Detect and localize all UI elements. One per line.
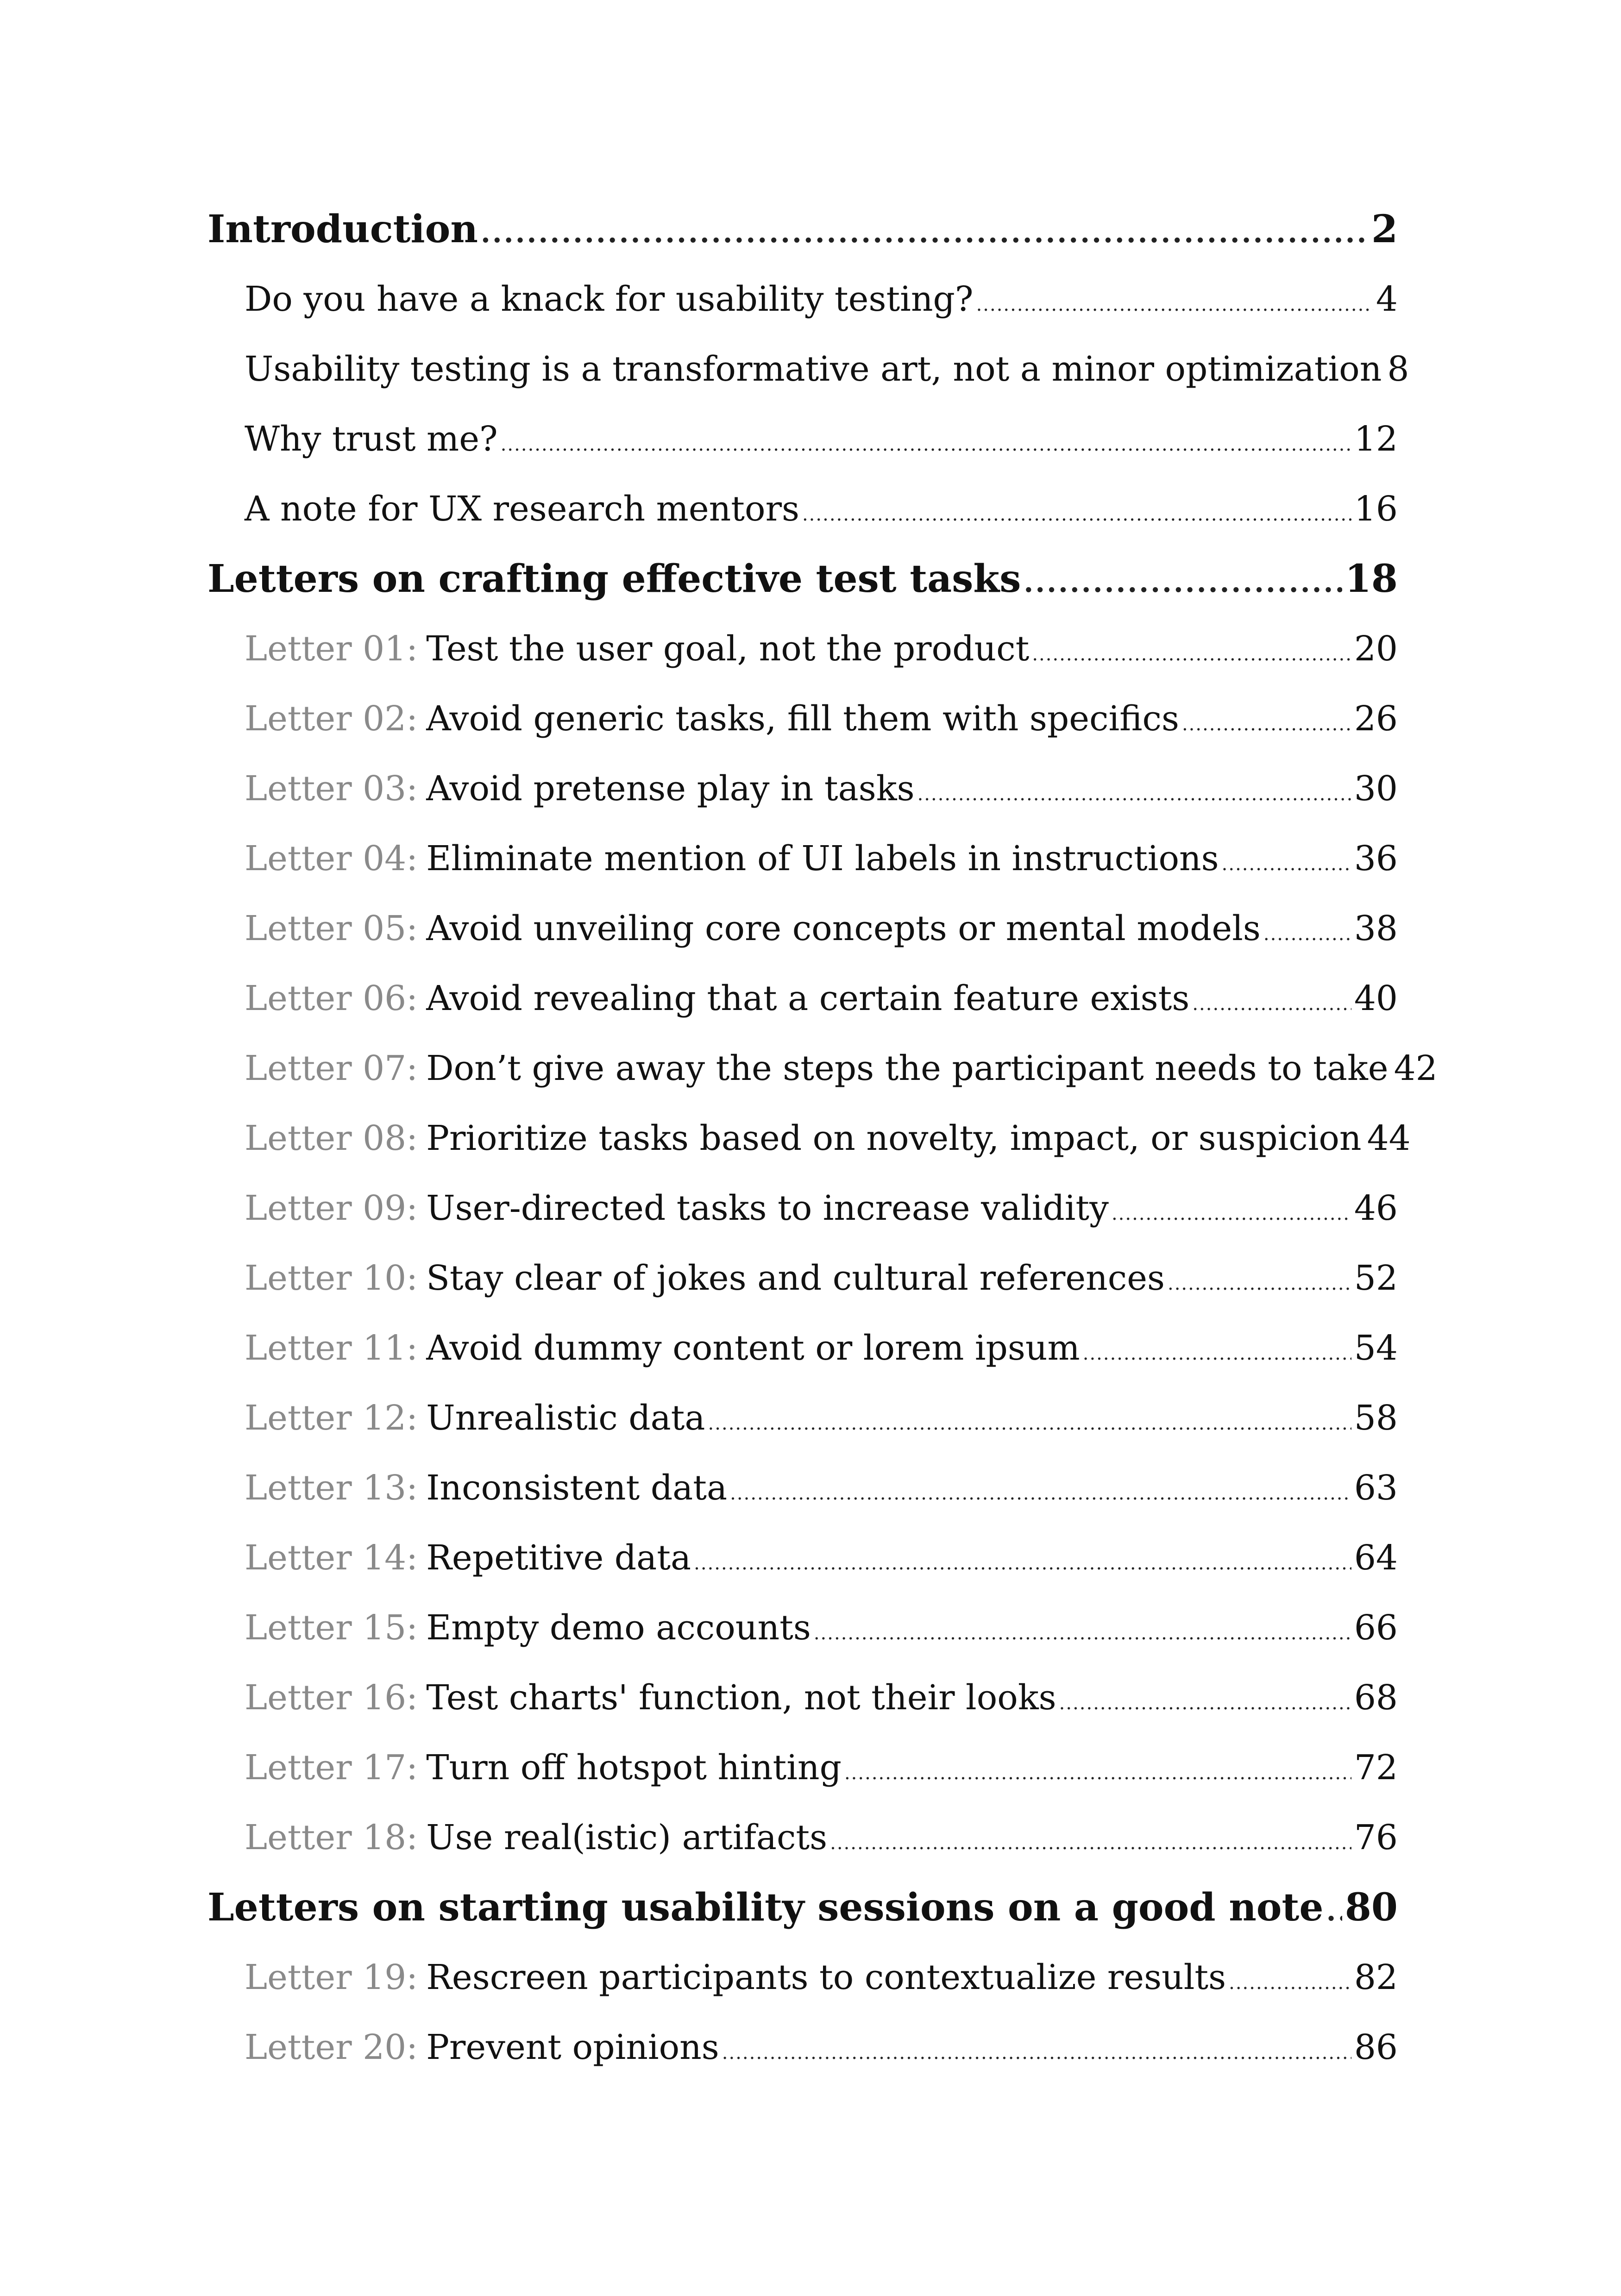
dot-leader xyxy=(830,1808,1351,1878)
toc-title: Eliminate mention of UI labels in instructions xyxy=(426,839,1219,878)
page-number: 16 xyxy=(1354,489,1398,529)
toc-entry[interactable] xyxy=(207,1034,1438,1104)
letter-number: Letter 09: xyxy=(245,1188,418,1228)
page-number: 12 xyxy=(1354,419,1398,459)
toc-title: Test the user goal, not the product xyxy=(426,629,1030,669)
toc-entry[interactable] xyxy=(207,1173,1398,1243)
letter-number: Letter 05: xyxy=(245,909,418,948)
toc-title: Don’t give away the steps the participant needs to take xyxy=(426,1048,1389,1088)
page-number: 86 xyxy=(1354,2027,1398,2067)
page-number: 38 xyxy=(1354,909,1398,948)
toc-entry[interactable] xyxy=(207,614,1398,684)
toc-title: Inconsistent data xyxy=(426,1468,728,1508)
toc-title: Empty demo accounts xyxy=(426,1608,811,1648)
page-number: 42 xyxy=(1394,1048,1438,1088)
dot-leader xyxy=(1229,1948,1351,2018)
page-number: 54 xyxy=(1354,1328,1398,1368)
toc-entry[interactable] xyxy=(207,1104,1411,1173)
letter-number: Letter 13: xyxy=(245,1468,418,1508)
dot-leader xyxy=(814,1599,1351,1669)
page-number: 80 xyxy=(1345,1885,1398,1930)
toc-title: Why trust me? xyxy=(245,419,498,459)
letter-number: Letter 12: xyxy=(245,1398,418,1438)
dot-leader xyxy=(1222,829,1351,899)
toc-entry[interactable] xyxy=(207,264,1398,334)
page-number: 63 xyxy=(1354,1468,1398,1508)
letter-number: Letter 16: xyxy=(245,1678,418,1718)
page-number: 76 xyxy=(1354,1818,1398,1857)
toc-title: Repetitive data xyxy=(426,1538,691,1578)
letter-number: Letter 18: xyxy=(245,1818,418,1857)
dot-leader xyxy=(694,1529,1351,1599)
toc-section-heading[interactable] xyxy=(207,1873,1398,1943)
page-number: 68 xyxy=(1354,1678,1398,1718)
letter-number: Letter 06: xyxy=(245,979,418,1018)
toc-title: User-directed tasks to increase validity xyxy=(426,1188,1109,1228)
toc-title: Avoid revealing that a certain feature exists xyxy=(426,979,1190,1018)
toc-entry[interactable] xyxy=(207,1383,1398,1453)
page-number: 64 xyxy=(1354,1538,1398,1578)
toc-title: Avoid pretense play in tasks xyxy=(426,769,915,809)
toc-entry[interactable] xyxy=(207,1243,1398,1313)
page-number: 18 xyxy=(1345,557,1398,601)
toc-entry[interactable] xyxy=(207,404,1398,474)
toc-title: Do you have a knack for usability testing? xyxy=(245,279,974,319)
toc-title: Usability testing is a transformative art, not a minor optimization xyxy=(245,349,1382,389)
toc-title: Avoid generic tasks, fill them with specifics xyxy=(426,699,1179,739)
toc-entry[interactable] xyxy=(207,964,1398,1034)
page-number: 4 xyxy=(1376,279,1398,319)
letter-number: Letter 14: xyxy=(245,1538,418,1578)
page-number: 46 xyxy=(1354,1188,1398,1228)
toc-entry[interactable] xyxy=(207,474,1398,544)
letter-number: Letter 04: xyxy=(245,839,418,878)
toc-title: Avoid dummy content or lorem ipsum xyxy=(426,1328,1080,1368)
toc-title: Prioritize tasks based on novelty, impact, or suspicion xyxy=(426,1118,1362,1158)
letter-number: Letter 20: xyxy=(245,2027,418,2067)
page-number: 2 xyxy=(1371,207,1398,251)
toc-entry[interactable] xyxy=(207,334,1409,404)
toc-entry[interactable] xyxy=(207,1523,1398,1593)
page-number: 8 xyxy=(1387,349,1409,389)
dot-leader xyxy=(1032,620,1351,690)
table-of-contents xyxy=(207,194,1438,2083)
page-number: 20 xyxy=(1354,629,1398,669)
toc-title: Stay clear of jokes and cultural references xyxy=(426,1258,1165,1298)
dot-leader xyxy=(501,410,1351,480)
page-number: 58 xyxy=(1354,1398,1398,1438)
letter-number: Letter 01: xyxy=(245,629,418,669)
toc-title: Unrealistic data xyxy=(426,1398,705,1438)
dot-leader xyxy=(730,1459,1351,1529)
dot-leader xyxy=(481,198,1369,268)
letter-number: Letter 02: xyxy=(245,699,418,739)
toc-title: Letters on starting usability sessions on a good note xyxy=(207,1885,1324,1930)
page-number: 66 xyxy=(1354,1608,1398,1648)
toc-entry[interactable] xyxy=(207,1733,1398,1803)
toc-entry[interactable] xyxy=(207,1943,1398,2013)
page-number: 72 xyxy=(1354,1748,1398,1788)
dot-leader xyxy=(1326,1876,1342,1946)
dot-leader xyxy=(844,1738,1351,1808)
toc-entry[interactable] xyxy=(207,894,1398,964)
toc-title: Rescreen participants to contextualize results xyxy=(426,1957,1226,1997)
dot-leader xyxy=(1192,969,1351,1039)
toc-title: Letters on crafting effective test tasks xyxy=(207,557,1021,601)
dot-leader xyxy=(976,270,1373,340)
toc-entry[interactable] xyxy=(207,1663,1398,1733)
dot-leader xyxy=(1182,690,1351,759)
toc-title: Use real(istic) artifacts xyxy=(426,1818,828,1857)
letter-number: Letter 17: xyxy=(245,1748,418,1788)
letter-number: Letter 08: xyxy=(245,1118,418,1158)
toc-section-heading[interactable] xyxy=(207,544,1398,614)
toc-title: Avoid unveiling core concepts or mental models xyxy=(426,909,1261,948)
toc-entry[interactable] xyxy=(207,824,1398,894)
letter-number: Letter 19: xyxy=(245,1957,418,1997)
dot-leader xyxy=(1024,548,1342,618)
toc-title: Introduction xyxy=(207,207,478,251)
toc-entry[interactable] xyxy=(207,2013,1398,2083)
letter-number: Letter 11: xyxy=(245,1328,418,1368)
dot-leader xyxy=(1263,899,1351,969)
toc-entry[interactable] xyxy=(207,1313,1398,1383)
page-number: 44 xyxy=(1367,1118,1411,1158)
toc-entry[interactable] xyxy=(207,684,1398,754)
page-number: 26 xyxy=(1354,699,1398,739)
page-number: 30 xyxy=(1354,769,1398,809)
toc-entry[interactable] xyxy=(207,1803,1398,1873)
toc-title: Test charts' function, not their looks xyxy=(426,1678,1056,1718)
dot-leader xyxy=(1059,1669,1351,1738)
page-number: 40 xyxy=(1354,979,1398,1018)
toc-entry[interactable] xyxy=(207,754,1398,824)
dot-leader xyxy=(708,1389,1351,1459)
dot-leader xyxy=(1168,1249,1351,1319)
page-number: 52 xyxy=(1354,1258,1398,1298)
page-number: 36 xyxy=(1354,839,1398,878)
letter-number: Letter 15: xyxy=(245,1608,418,1648)
page-number: 82 xyxy=(1354,1957,1398,1997)
toc-title: A note for UX research mentors xyxy=(245,489,799,529)
toc-entry[interactable] xyxy=(207,1453,1398,1523)
dot-leader xyxy=(722,2018,1351,2088)
dot-leader xyxy=(1083,1319,1351,1389)
toc-entry[interactable] xyxy=(207,1593,1398,1663)
dot-leader xyxy=(802,480,1351,550)
dot-leader xyxy=(1112,1179,1351,1249)
toc-title: Prevent opinions xyxy=(426,2027,719,2067)
dot-leader xyxy=(917,759,1351,829)
letter-number: Letter 03: xyxy=(245,769,418,809)
toc-section-heading[interactable] xyxy=(207,194,1398,264)
letter-number: Letter 07: xyxy=(245,1048,418,1088)
toc-title: Turn off hotspot hinting xyxy=(426,1748,842,1788)
letter-number: Letter 10: xyxy=(245,1258,418,1298)
